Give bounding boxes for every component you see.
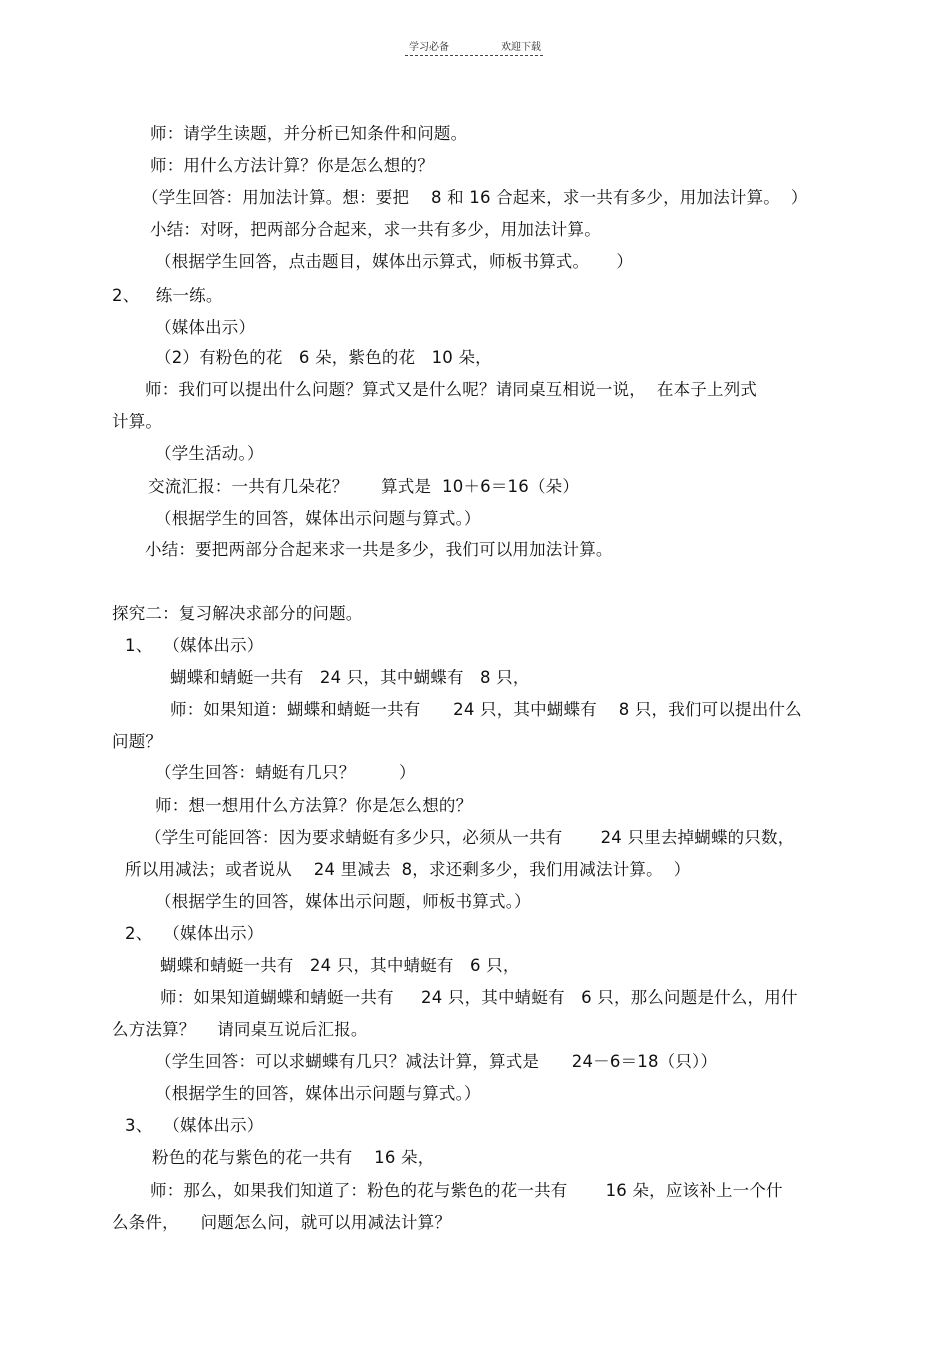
text-line: 小结：对呀，把两部分合起来，求一共有多少，用加法计算。 [150, 220, 601, 239]
text-line: 师：用什么方法计算？你是怎么想的？ [150, 156, 434, 175]
text-line: （媒体出示） [155, 318, 256, 337]
text-line: 蝴蝶和蜻蜓一共有 24 只，其中蝴蝶有 8 只， [170, 668, 530, 687]
text-line: （根据学生回答，点击题目，媒体出示算式，师板书算式。 ） [155, 252, 634, 271]
text-line: 师：想一想用什么方法算？你是怎么想的？ [155, 796, 473, 815]
text-line: 3、 （媒体出示） [125, 1116, 264, 1135]
page-header [405, 38, 545, 53]
text-line: 师：请学生读题，并分析已知条件和问题。 [150, 124, 468, 143]
text-line: （根据学生的回答，媒体出示问题与算式。） [155, 509, 481, 528]
text-line: （学生回答：可以求蝴蝶有几只？减法计算，算式是 24－6＝18（只）） [155, 1052, 718, 1071]
text-line: （学生活动。） [155, 444, 264, 463]
section-heading: 2、 练一练。 [112, 286, 223, 305]
text-line: 所以用减法；或者说从 24 里减去 8，求还剩多少，我们用减法计算。 ） [125, 860, 691, 879]
text-line: （学生回答：用加法计算。想：要把 8 和 16 合起来，求一共有多少，用加法计算。 ） [142, 188, 808, 207]
text-line: （根据学生的回答，媒体出示问题与算式。） [155, 1084, 481, 1103]
text-line: 蝴蝶和蜻蜓一共有 24 只，其中蜻蜓有 6 只， [160, 956, 520, 975]
text-line: 师：如果知道蝴蝶和蜻蜓一共有 24 只，其中蜻蜓有 6 只，那么问题是什么，用什 [160, 988, 798, 1007]
text-line: 粉色的花与紫色的花一共有 16 朵， [152, 1148, 435, 1167]
text-line: 么方法算？ 请同桌互说后汇报。 [112, 1020, 368, 1039]
text-line: 问题？ [112, 732, 163, 751]
text-line: 师：那么，如果我们知道了：粉色的花与紫色的花一共有 16 朵，应该补上一个什 [150, 1181, 783, 1200]
text-line: 计算。 [112, 412, 163, 431]
text-line: 1、 （媒体出示） [125, 636, 264, 655]
text-line: （学生可能回答：因为要求蜻蜓有多少只，必须从一共有 24 只里去掉蝴蝶的只数， [145, 828, 795, 847]
header-right-text: 欢迎下载 [501, 42, 541, 53]
text-line: （学生回答：蜻蜓有几只？ ） [155, 763, 416, 782]
text-line: 2、 （媒体出示） [125, 924, 264, 943]
text-line: 师：我们可以提出什么问题？算式又是什么呢？请同桌互相说一说， 在本子上列式 [145, 380, 758, 399]
text-line: 么条件， 问题怎么问，就可以用减法计算？ [112, 1213, 452, 1232]
text-line: （2）有粉色的花 6 朵，紫色的花 10 朵， [155, 348, 492, 367]
text-line: （根据学生的回答，媒体出示问题，师板书算式。） [155, 892, 531, 911]
text-line: 师：如果知道：蝴蝶和蜻蜓一共有 24 只，其中蝴蝶有 8 只，我们可以提出什么 [170, 700, 802, 719]
section-heading: 探究二：复习解决求部分的问题。 [112, 604, 363, 623]
header-left-text: 学习必备 [409, 42, 449, 53]
text-line: 交流汇报：一共有几朵花？ 算式是 10＋6＝16（朵） [148, 477, 580, 496]
text-line: 小结：要把两部分合起来求一共是多少，我们可以用加法计算。 [145, 540, 613, 559]
header-divider [405, 55, 543, 56]
